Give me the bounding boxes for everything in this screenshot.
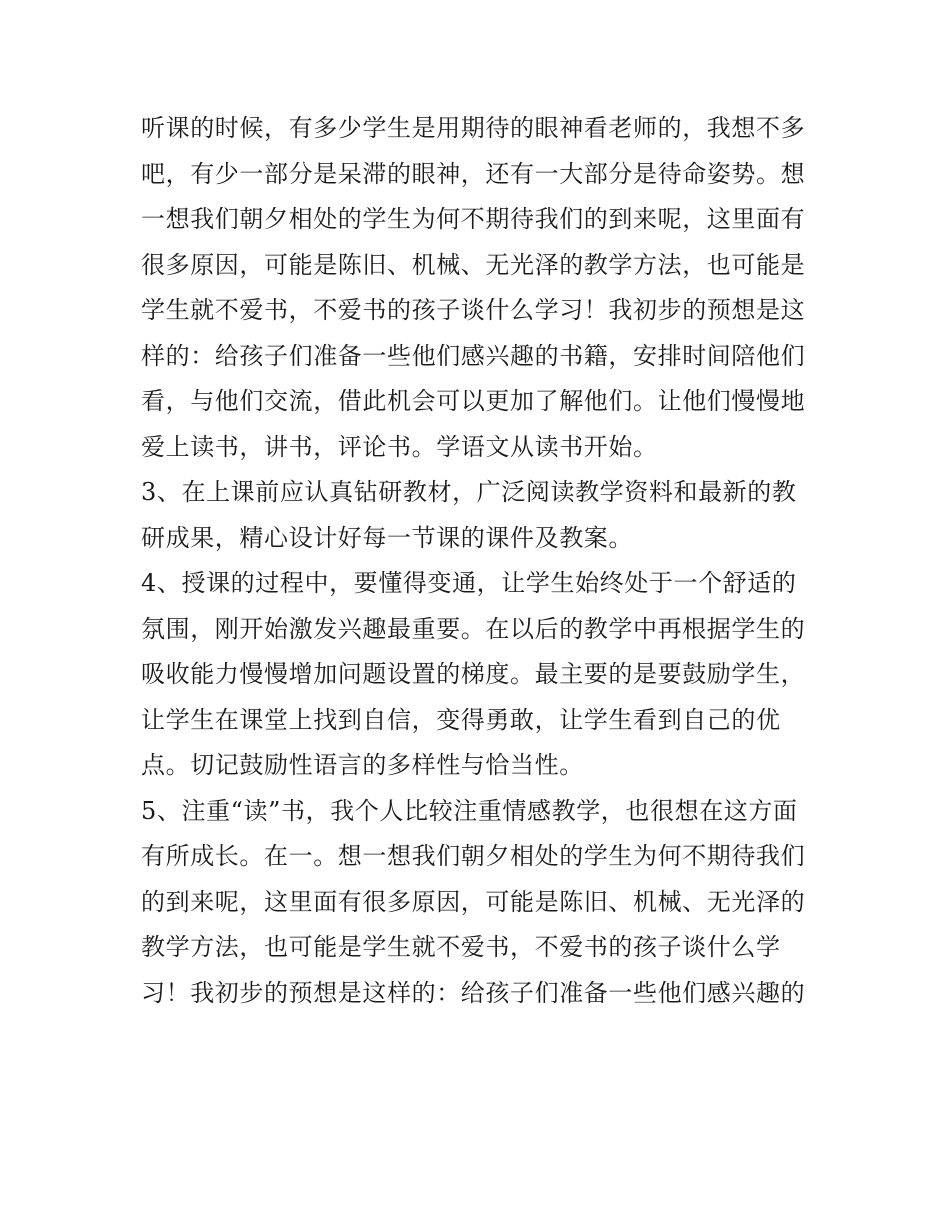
text-line-19: 教学方法，也可能是学生就不爱书，不爱书的孩子谈什么学 <box>141 933 781 961</box>
text-line-20: 习！我初步的预想是这样的：给孩子们准备一些他们感兴趣的 <box>141 978 806 1007</box>
text-line-2: 吧，有少一部分是呆滞的眼神，还有一大部分是待命姿势。想 <box>141 159 806 188</box>
text-line-18: 的到来呢，这里面有很多原因，可能是陈旧、机械、无光泽的 <box>141 887 806 916</box>
text-line-11: 4、授课的过程中，要懂得变通，让学生始终处于一个舒适的 <box>141 569 797 597</box>
text-line-4: 很多原因，可能是陈旧、机械、无光泽的教学方法，也可能是 <box>141 250 806 279</box>
text-line-6: 样的：给孩子们准备一些他们感兴趣的书籍，安排时间陪他们 <box>141 341 806 370</box>
text-line-15: 点。切记鼓励性语言的多样性与恰当性。 <box>141 751 584 779</box>
text-line-3: 一想我们朝夕相处的学生为何不期待我们的到来呢，这里面有 <box>141 205 806 233</box>
text-line-10: 研成果，精心设计好每一节课的课件及教案。 <box>141 523 633 552</box>
text-line-7: 看，与他们交流，借此机会可以更加了解他们。让他们慢慢地 <box>141 387 806 415</box>
text-line-9: 3、在上课前应认真钻研教材，广泛阅读教学资料和最新的教 <box>141 478 797 506</box>
text-line-1: 听课的时候，有多少学生是用期待的眼神看老师的，我想不多 <box>141 114 806 142</box>
text-line-5: 学生就不爱书，不爱书的孩子谈什么学习！我初步的预想是这 <box>141 296 806 324</box>
body-text <box>141 106 821 1016</box>
text-line-12: 氛围，刚开始激发兴趣最重要。在以后的教学中再根据学生的 <box>141 614 806 643</box>
text-line-17: 有所成长。在一。想一想我们朝夕相处的学生为何不期待我们 <box>141 842 806 870</box>
text-line-16: 5、注重“读”书，我个人比较注重情感教学，也很想在这方面 <box>141 796 798 825</box>
text-line-13: 吸收能力慢慢增加问题设置的梯度。最主要的是要鼓励学生， <box>141 660 806 688</box>
text-line-14: 让学生在课堂上找到自信，变得勇敢，让学生看到自己的优 <box>141 705 781 734</box>
text-line-8: 爱上读书，讲书，评论书。学语文从读书开始。 <box>141 432 658 461</box>
